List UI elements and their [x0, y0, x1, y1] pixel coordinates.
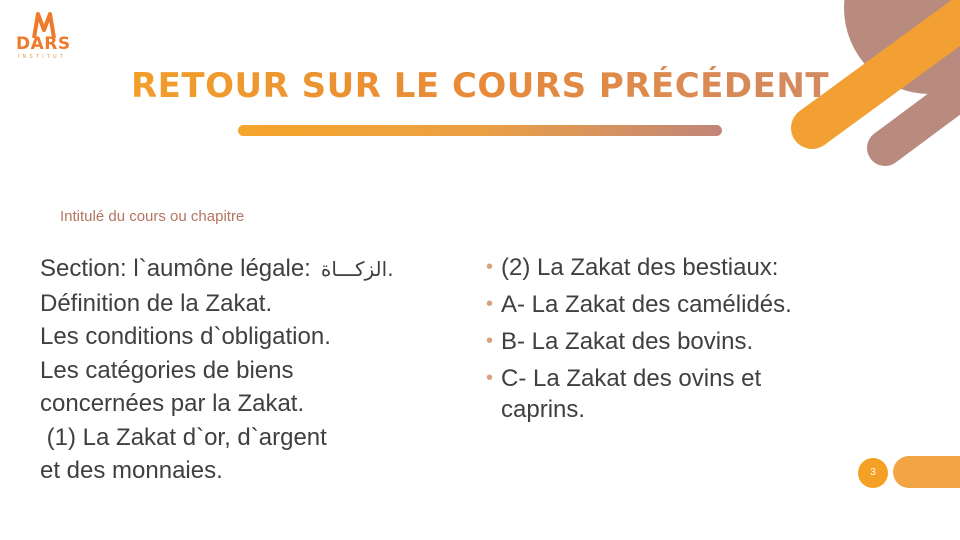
- text-line: Les conditions d`obligation.: [40, 323, 331, 350]
- page-number-badge: 3: [858, 458, 888, 488]
- list-item-text: A- La Zakat des camélidés.: [501, 291, 792, 318]
- list-item-text: C- La Zakat des ovins et caprins.: [501, 365, 762, 423]
- left-text-column: [40, 252, 460, 488]
- text-line: Définition de la Zakat.: [40, 289, 273, 317]
- list-item: [486, 252, 906, 283]
- list-item: [486, 289, 906, 320]
- text-line: (1) La Zakat d`or, d`argent: [40, 423, 327, 451]
- list-item: [486, 326, 906, 357]
- list-item-text: (2) La Zakat des bestiaux:: [501, 254, 779, 281]
- bullet-icon: •: [486, 256, 494, 278]
- section-heading-line: [40, 252, 460, 287]
- logo-subtitle: INSTITUT: [18, 54, 67, 60]
- course-subtitle: Intitulé du cours ou chapitre: [60, 208, 245, 225]
- bullet-icon: •: [486, 330, 494, 352]
- bullet-icon: •: [486, 367, 494, 389]
- list-item-text: B- La Zakat des bovins.: [501, 328, 754, 355]
- text-line: et des monnaies.: [40, 457, 223, 484]
- slide-title: RETOUR SUR LE COURS PRÉCÉDENT: [0, 66, 960, 106]
- right-bullet-list: [486, 252, 906, 431]
- list-item: [486, 363, 831, 425]
- logo-wordmark: DARS: [16, 34, 71, 54]
- title-underline-bar: [238, 125, 722, 136]
- section-label: Section: l`aumône légale:: [40, 255, 311, 282]
- bullet-icon: •: [486, 293, 494, 315]
- bottom-right-orange-tab: [893, 456, 960, 488]
- text-line: Les catégories de biens: [40, 356, 294, 384]
- text-line: concernées par la Zakat.: [40, 390, 305, 417]
- section-arabic-term: .الزكـــاة: [320, 257, 394, 281]
